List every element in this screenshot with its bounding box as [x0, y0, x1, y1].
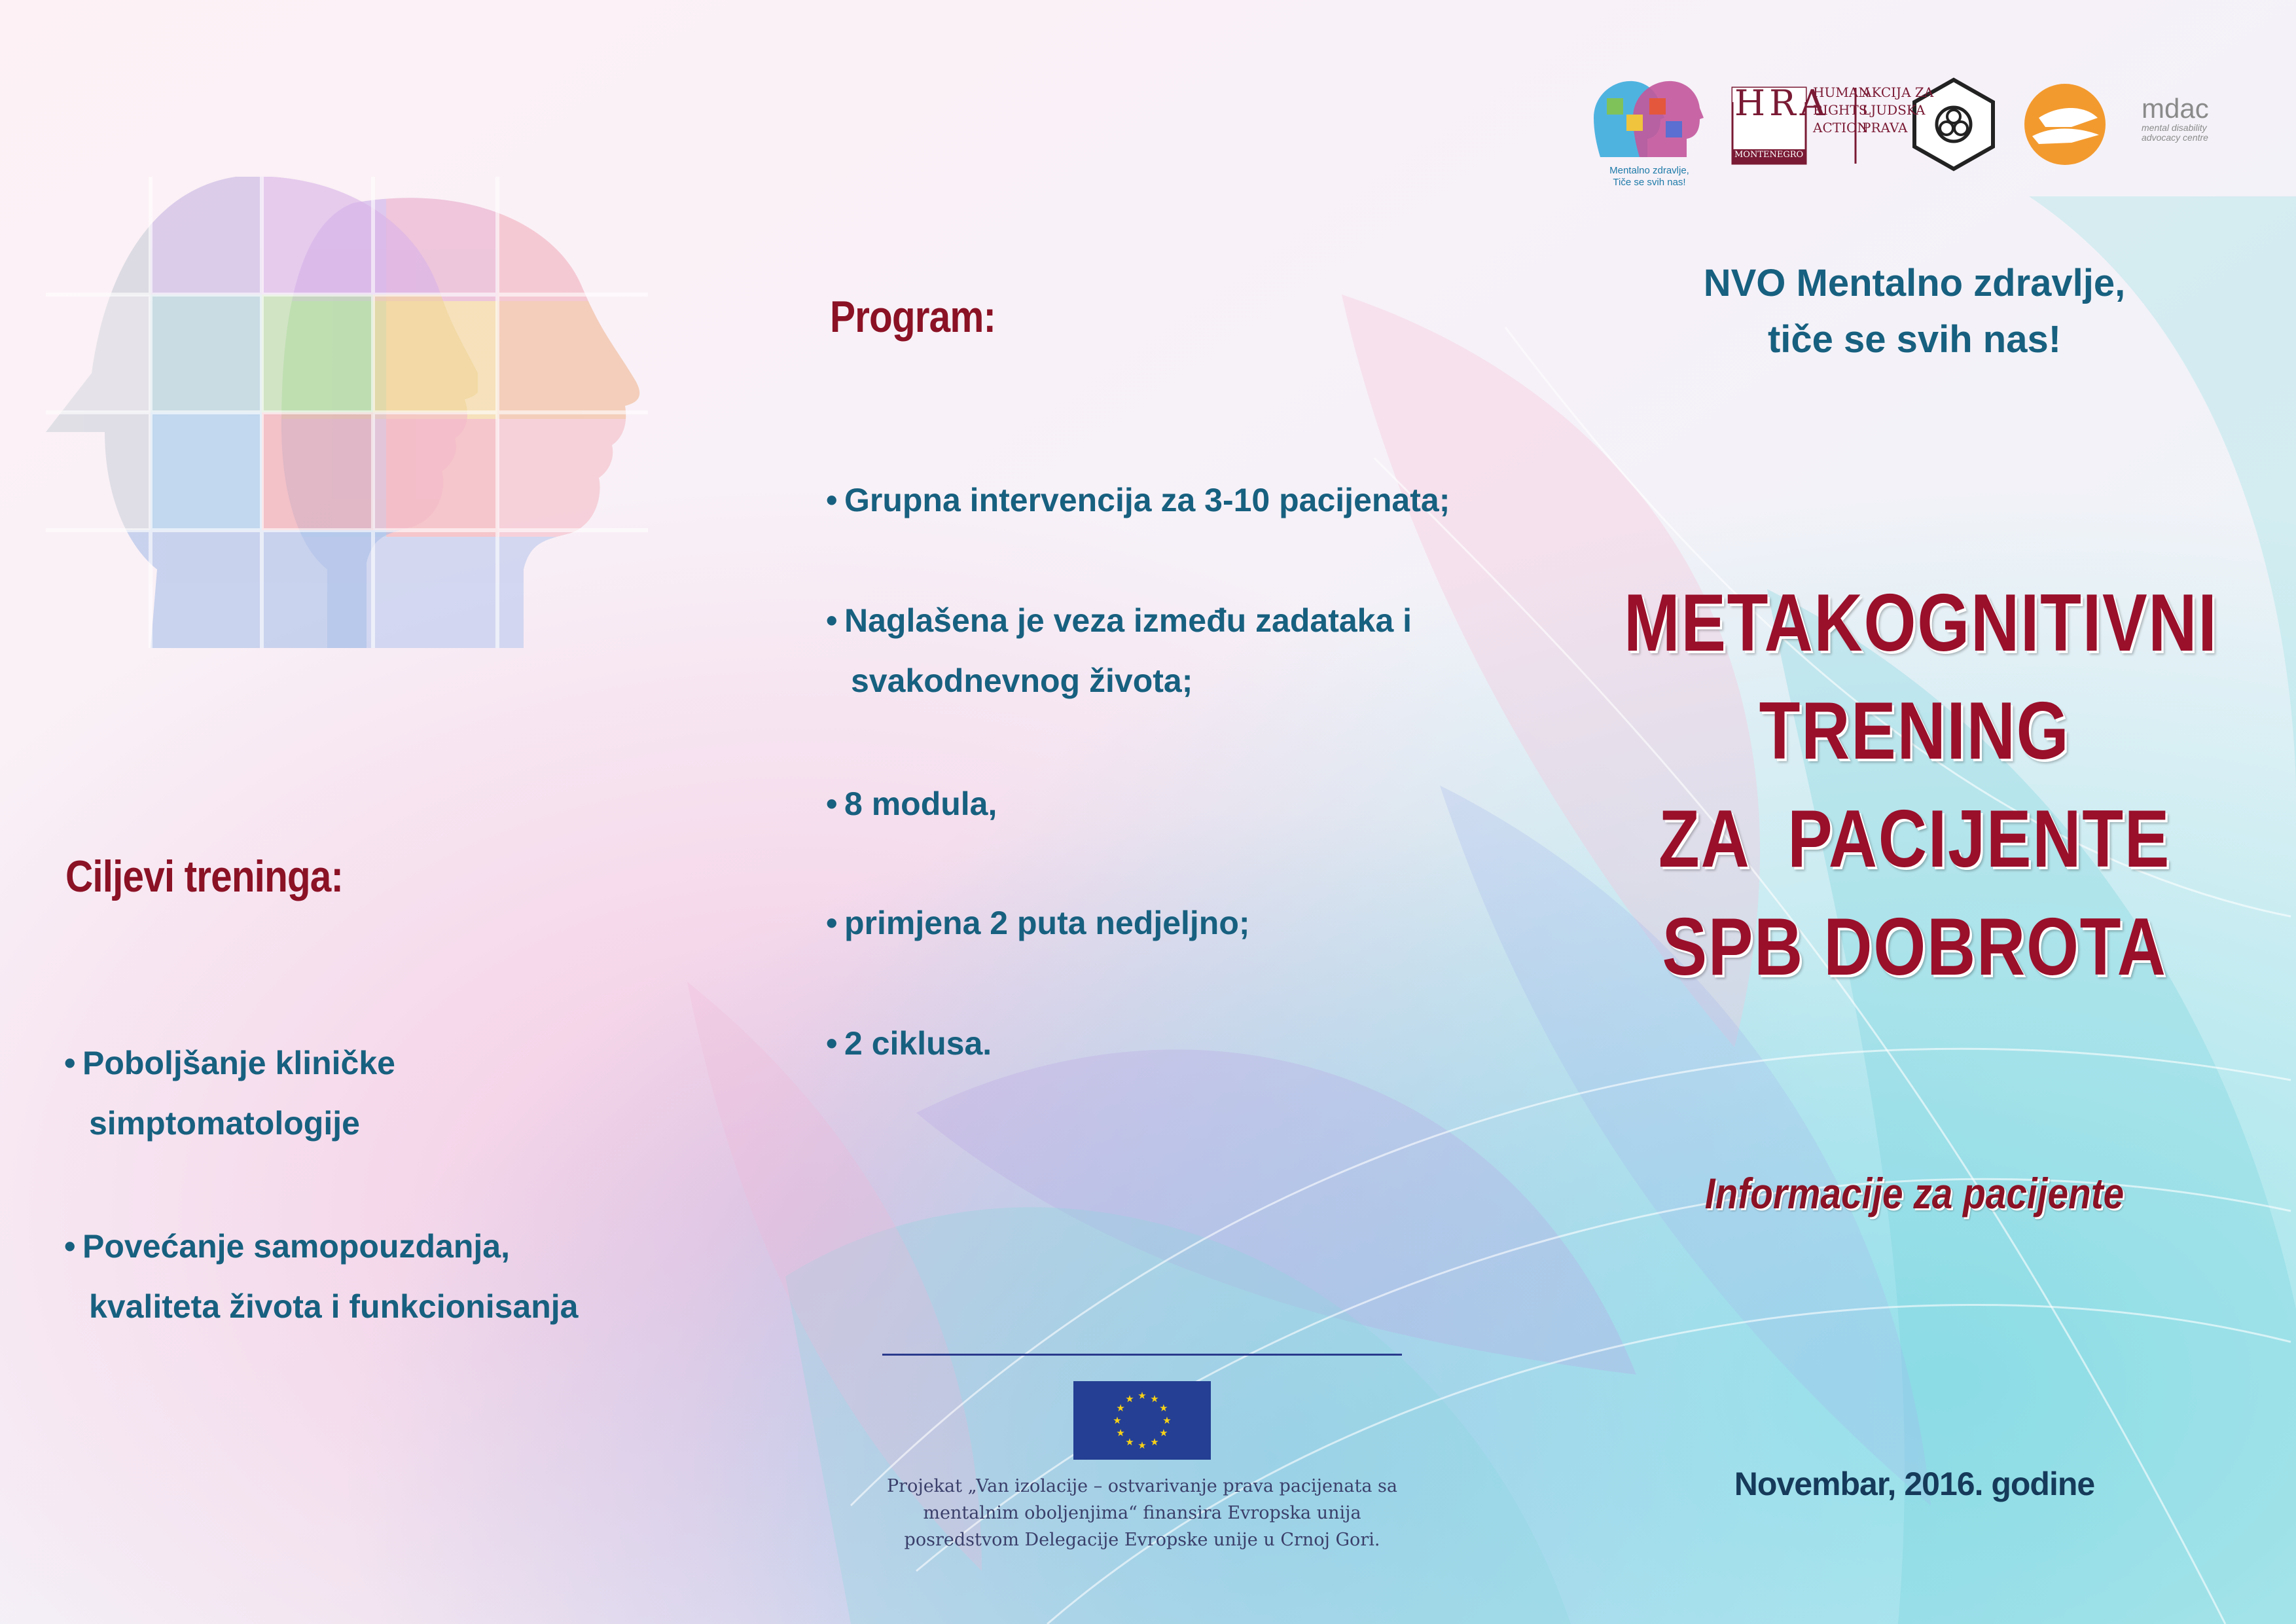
- program-item: [826, 893, 1250, 953]
- program-item: [826, 774, 997, 834]
- puzzle-heads-illustration: [46, 177, 707, 648]
- subtitle-info: Informacije za pacijente: [1704, 1169, 2125, 1218]
- bullet-icon: •: [64, 1228, 76, 1265]
- title-line3: ZA PACIJENTE: [1658, 794, 2171, 884]
- hra-montenegro: MONTENEGRO: [1734, 150, 1804, 160]
- hra-letters: HRA: [1734, 82, 1829, 124]
- mdac-sub2: advocacy centre: [2142, 132, 2208, 143]
- eu-star-icon: ★: [1125, 1435, 1134, 1448]
- eu-star-icon: ★: [1116, 1402, 1125, 1414]
- bullet-icon: •: [826, 602, 838, 639]
- eu-star-icon: ★: [1162, 1415, 1172, 1426]
- title-line4: SPB DOBROTA: [1662, 902, 2167, 992]
- title-line1: METAKOGNITIVNI: [1623, 578, 2218, 668]
- program-item: [826, 590, 1412, 711]
- bullet-icon: •: [826, 905, 838, 941]
- eu-star-icon: ★: [1150, 1435, 1159, 1448]
- hra-line3: ACTION: [1813, 120, 1869, 135]
- divider-line: [882, 1354, 1402, 1356]
- title-line2: TRENING: [1759, 686, 2070, 776]
- eu-star-icon: ★: [1125, 1393, 1134, 1405]
- bullet-icon: •: [64, 1045, 76, 1081]
- goal-item: [64, 1216, 578, 1337]
- goal-item-text-cont: kvaliteta života i funkcionisanja: [89, 1288, 579, 1325]
- program-item: [826, 470, 1450, 530]
- goals-heading: Ciljevi treninga:: [65, 852, 344, 901]
- organization-name: [1610, 255, 2219, 368]
- nvo-line1: NVO Mentalno zdravlje,: [1703, 262, 2126, 304]
- eu-star-icon: ★: [1116, 1427, 1125, 1439]
- goal-item-text: Povećanje samopouzdanja,: [82, 1228, 510, 1265]
- nvo-line2: tiče se svih nas!: [1767, 318, 2062, 361]
- program-heading: Program:: [830, 292, 996, 342]
- hra-local-name: [1862, 84, 1933, 137]
- eu-funding-note: [864, 1473, 1420, 1553]
- bullet-icon: •: [826, 785, 838, 822]
- mentalno-caption-line2: Tiče se svih nas!: [1613, 177, 1686, 188]
- bullet-icon: •: [826, 1025, 838, 1062]
- mentalno-zdravlje-logo: [1594, 81, 1704, 157]
- hra-line4: AKCIJA ZA: [1862, 84, 1934, 100]
- eu-flag-icon: [1073, 1381, 1211, 1460]
- eu-line1: Projekat „Van izolacije – ostvarivanje prava pacijenata sa: [887, 1476, 1397, 1496]
- publication-date: Novembar, 2016. godine: [1734, 1466, 2095, 1502]
- eu-line3: posredstvom Delegacije Evropske unije u Crnoj Gori.: [904, 1530, 1380, 1550]
- program-item: [826, 1013, 992, 1074]
- program-item-text: 8 modula,: [844, 785, 997, 822]
- hra-english-name: [1813, 84, 1870, 137]
- program-item-text: Grupna intervencija za 3-10 pacijenata;: [844, 482, 1450, 518]
- hra-line2: RIGHTS: [1813, 102, 1868, 118]
- eu-star-icon: ★: [1159, 1427, 1168, 1439]
- mdac-wordmark: mdac: [2142, 93, 2209, 124]
- mdac-logo: [2024, 84, 2106, 165]
- hra-line1: HUMAN: [1813, 84, 1870, 100]
- bullet-icon: •: [826, 482, 838, 518]
- eu-star-icon: ★: [1138, 1439, 1147, 1451]
- eu-star-icon: ★: [1159, 1402, 1168, 1414]
- eu-star-icon: ★: [1138, 1390, 1147, 1401]
- mdac-subtitle: [2142, 123, 2208, 143]
- goal-item-text: Poboljšanje kliničke: [82, 1045, 395, 1081]
- mdac-sub1: mental disability: [2142, 122, 2207, 133]
- hra-line5: LJUDSKA: [1862, 102, 1926, 118]
- main-title: [1623, 569, 2218, 1001]
- eu-star-icon: ★: [1113, 1415, 1122, 1426]
- mentalno-caption-line1: Mentalno zdravlje,: [1609, 165, 1689, 176]
- goal-item-text-cont: simptomatologije: [89, 1105, 360, 1142]
- program-item-text: primjena 2 puta nedjeljno;: [844, 905, 1250, 941]
- program-item-text: 2 ciklusa.: [844, 1025, 992, 1062]
- program-item-text-cont: svakodnevnog života;: [851, 662, 1193, 699]
- eu-star-icon: ★: [1150, 1393, 1159, 1405]
- goal-item: [64, 1033, 395, 1153]
- hra-line6: PRAVA: [1862, 120, 1908, 135]
- eu-line2: mentalnim oboljenjima“ finansira Evropska unija: [923, 1503, 1361, 1523]
- mentalno-logo-caption: [1587, 165, 1712, 189]
- program-item-text: Naglašena je veza između zadataka i: [844, 602, 1412, 639]
